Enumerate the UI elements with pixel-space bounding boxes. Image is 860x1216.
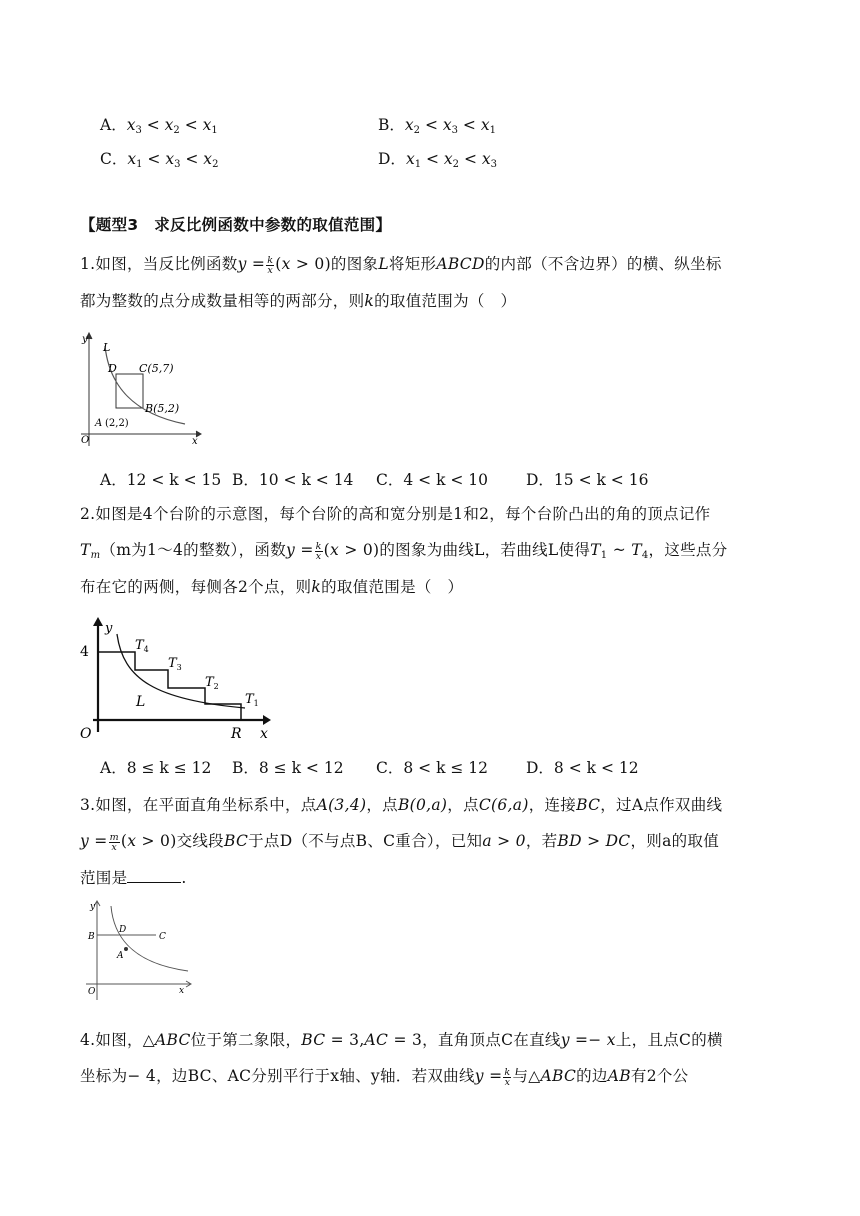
q2-option-c: C．8 < k ≤ 12 (376, 759, 489, 777)
q1-option-b: B．10 < k < 14 (232, 471, 354, 489)
q3-point-a (124, 947, 128, 951)
q3-label-c: C (159, 932, 166, 942)
q2-option-a: A．8 ≤ k ≤ 12 (100, 759, 212, 777)
q1-line-1: 1.如图，当反比例函数y = $\frac{k}{x}$ (x > 0)的图象L将矩形ABCD的内部（不含边界）的横、纵坐标 (80, 254, 722, 276)
q2-option-d: D．8 < k < 12 (526, 759, 639, 777)
q3-label-a: A (117, 951, 124, 961)
q2-label-t4: $T_4$ (135, 638, 149, 654)
q1-line-2: 都为整数的点分成数量相等的两部分，则k的取值范围为（ ） (80, 292, 517, 310)
q2-label-x: x (260, 726, 268, 742)
q1-figure (75, 328, 215, 450)
q1-label-l: L (103, 341, 111, 354)
q3-line-2: y = $\frac{m}{x}$ (x > 0)交线段BC于点D（不与点B、C重合），已知a > 0，若BD > DC，则a的取值 (80, 831, 720, 853)
q3-hyperbola (111, 906, 188, 971)
q2-label-4: 4 (80, 644, 89, 660)
q1-label-a-coord: (2,2) (105, 418, 129, 429)
q3-label-d: D (119, 925, 127, 935)
q2-line-2: $T_m(m$为1～4的整数），函数y = $\frac{k}{x}$ (x > 0)的图象为曲线L，若曲线L使得$T_1$ ~ $T_4$，这些点分 (80, 540, 728, 562)
q1-label-x: x (192, 436, 198, 447)
q2-option-b: B．8 ≤ k < 12 (232, 759, 344, 777)
q2-label-t2: $T_2$ (205, 675, 219, 691)
q2-label-t3: $T_3$ (168, 656, 182, 672)
q3-label-x: x (179, 986, 185, 996)
q1-label-b: B(5,2) (145, 402, 180, 415)
q3-label-b: B (88, 932, 95, 942)
q2-line-1: 2.如图是4个台阶的示意图，每个台阶的高和宽分别是1和2，每个台阶凸出的角的顶点记作 (80, 505, 711, 523)
top-option-c: C．$x_1 < x_3 < x_2$ (100, 150, 219, 170)
q2-label-o: O (80, 726, 92, 742)
q2-label-y: y (105, 621, 113, 636)
q1-label-a: A (95, 418, 103, 429)
q2-figure (75, 614, 280, 744)
section-heading: 【题型3 求反比例函数中参数的取值范围】 (80, 216, 392, 234)
q1-option-c: C．4 < k < 10 (376, 471, 489, 489)
q3-figure (82, 896, 202, 1008)
top-option-b: B．$x_2 < x_3 < x_1$ (378, 116, 496, 136)
q2-line-3: 布在它的两侧，每侧各2个点，则k的取值范围是（ ） (80, 578, 464, 596)
q2-label-r: R (231, 726, 242, 742)
q3-line-3: 范围是 . (80, 869, 187, 887)
q2-label-l: L (136, 694, 146, 710)
q4-line-2: 坐标为− 4，边BC、AC分别平行于x轴、y轴．若双曲线y = $\frac{k}{x}$ 与△ABC的边AB有2个公 (80, 1066, 689, 1088)
top-option-d: D．$x_1 < x_2 < x_3$ (378, 150, 497, 170)
q3-label-o: O (88, 987, 96, 997)
q1-option-d: D．15 < k < 16 (526, 471, 649, 489)
q3-line-1: 3.如图，在平面直角坐标系中，点A(3,4)，点B(0,a)，点C(6,a)，连接BC，过A点作双曲线 (80, 796, 723, 814)
q2-label-t1: $T_1$ (245, 692, 259, 708)
q4-line-1: 4.如图，△ABC位于第二象限，BC = 3,AC = 3，直角顶点C在直线y =− x上，且点C的横 (80, 1031, 723, 1049)
q1-label-c: C(5,7) (139, 362, 174, 375)
q3-answer-blank (127, 868, 181, 883)
q1-rectangle (116, 374, 143, 408)
top-option-a: A．$x_3 < x_2 < x_1$ (100, 116, 218, 136)
q1-label-o: O (81, 435, 90, 446)
q3-label-y: y (90, 902, 96, 912)
q1-option-a: A．12 < k < 15 (100, 471, 222, 489)
q1-label-y: y (82, 334, 88, 345)
q1-label-d: D (108, 362, 117, 375)
